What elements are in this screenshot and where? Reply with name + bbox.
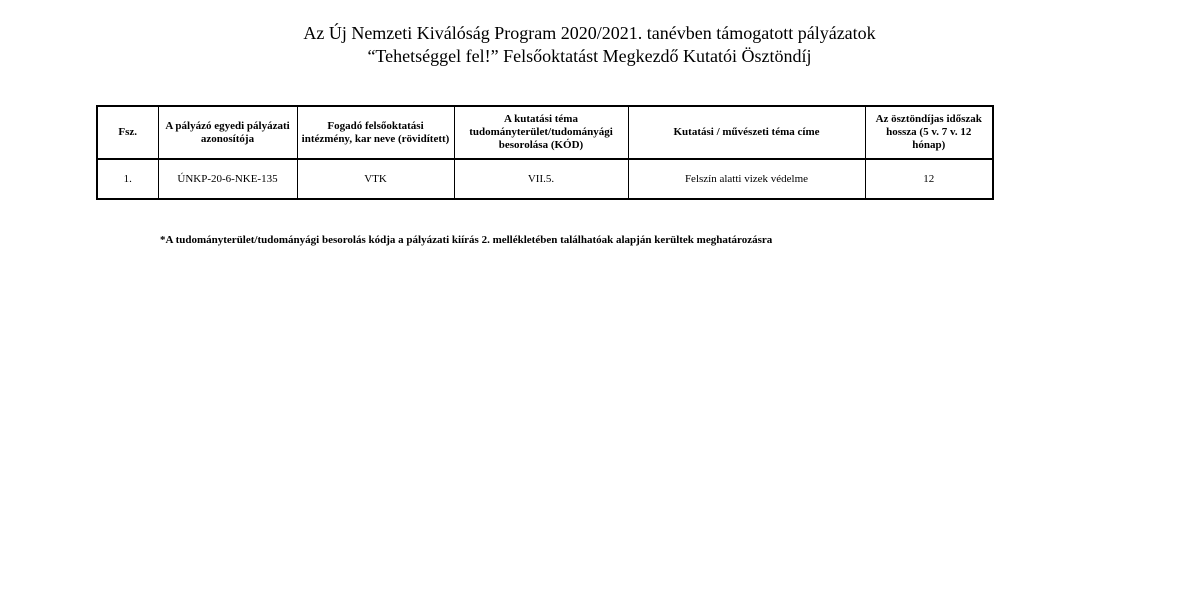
header-applicant-id: A pályázó egyedi pályázati azonosítója xyxy=(158,106,297,159)
cell-research-title: Felszín alatti vizek védelme xyxy=(628,159,865,199)
header-host-institution: Fogadó felsőoktatási intézmény, kar neve (rövidített) xyxy=(297,106,454,159)
header-scholarship-duration: Az ösztöndíjas időszak hossza (5 v. 7 v. 12 hónap) xyxy=(865,106,993,159)
table-body xyxy=(97,159,993,199)
awards-table xyxy=(96,105,994,200)
cell-serial-number: 1. xyxy=(97,159,158,199)
table-header xyxy=(97,106,993,159)
document-title xyxy=(0,22,1179,68)
header-research-classification: A kutatási téma tudományterület/tudományági besorolása (KÓD) xyxy=(454,106,628,159)
header-serial-number: Fsz. xyxy=(97,106,158,159)
table-row xyxy=(97,159,993,199)
footnote: *A tudományterület/tudományági besorolás kódja a pályázati kiírás 2. mellékletében találhatóak alapján kerültek meghatározásra xyxy=(160,234,773,246)
cell-research-classification: VII.5. xyxy=(454,159,628,199)
header-row xyxy=(97,106,993,159)
cell-applicant-id: ÚNKP-20-6-NKE-135 xyxy=(158,159,297,199)
title-line-2: “Tehetséggel fel!” Felsőoktatást Megkezdő Kutatói Ösztöndíj xyxy=(367,46,812,66)
header-research-title: Kutatási / művészeti téma címe xyxy=(628,106,865,159)
cell-scholarship-duration: 12 xyxy=(865,159,993,199)
cell-host-institution: VTK xyxy=(297,159,454,199)
title-line-1: Az Új Nemzeti Kiválóság Program 2020/2021. tanévben támogatott pályázatok xyxy=(303,23,876,43)
